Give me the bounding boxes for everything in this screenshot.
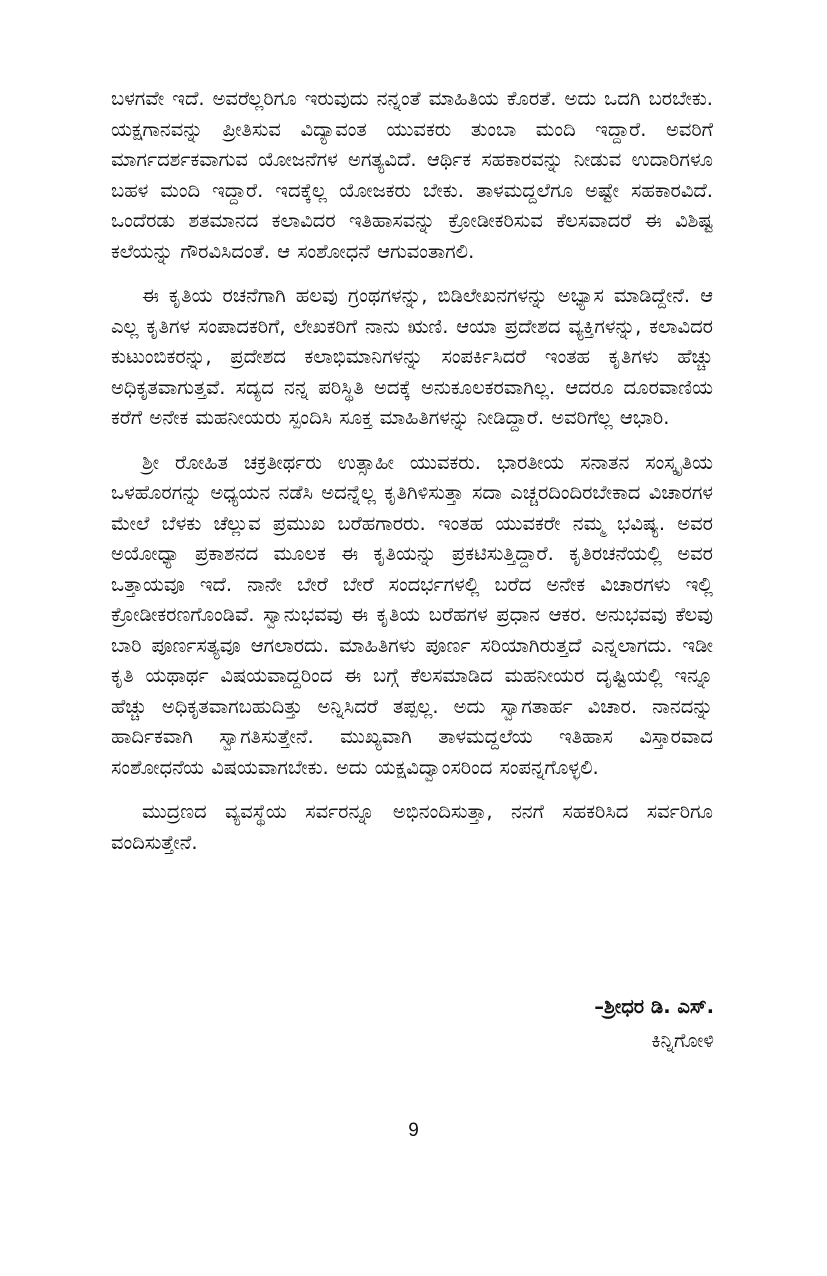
author-place: ಕಿನ್ನಿಗೋಳಿ (651, 1029, 714, 1052)
paragraph-3: ಶ್ರೀ ರೋಹಿತ ಚಕ್ರತೀರ್ಥರು ಉತ್ಸಾಹೀ ಯುವಕರು. ಭಾರತೀಯ ಸನಾತನ ಸಂಸ್ಕೃತಿಯ ಒಳಹೊರಗನ್ನು ಅಧ್ಯಯನ ನಡೆಸಿ ಅದನ್ನೆಲ್ಲ ಕೃತಿಗಿಳಿಸುತ್ತಾ ಸದಾ ಎಚ್ಚರದಿಂದಿರಬೇಕಾದ ವಿಚಾರಗಳ ಮೇಲೆ ಬೆಳಕು ಚೆಲ್ಲುವ ಪ್ರಮುಖ ಬರೆಹಗಾರರು. ಇಂತಹ ಯುವಕರೇ ನಮ್ಮ ಭವಿಷ್ಯ. ಅವರ ಅಯೋಧ್ಯಾ ಪ್ರಕಾಶನದ ಮೂಲಕ ಈ ಕೃತಿಯನ್ನು ಪ್ರಕಟಿಸುತ್ತಿದ್ದಾರೆ. ಕೃತಿರಚನೆಯಲ್ಲಿ ಅವರ ಒತ್ತಾಯವೂ ಇದೆ. ನಾನೇ ಬೇರೆ ಬೇರೆ ಸಂದರ್ಭಗಳಲ್ಲಿ ಬರೆದ ಅನೇಕ ವಿಚಾರಗಳು ಇಲ್ಲಿ ಕ್ರೋಡೀಕರಣಗೊಂಡಿವೆ. ಸ್ವಾನುಭವವು ಈ ಕೃತಿಯ ಬರೆಹಗಳ ಪ್ರಧಾನ ಆಕರ. ಅನುಭವವು ಕೆಲವು ಬಾರಿ ಪೂರ್ಣಸತ್ಯವೂ ಆಗಲಾರದು. ಮಾಹಿತಿಗಳು ಪೂರ್ಣ ಸರಿಯಾಗಿರುತ್ತದೆ ಎನ್ನಲಾಗದು. ಇಡೀ ಕೃತಿ ಯಥಾರ್ಥ ವಿಷಯವಾದ್ದರಿಂದ ಈ ಬಗ್ಗೆ ಕೆಲಸಮಾಡಿದ ಮಹನೀಯರ ದೃಷ್ಟಿಯಲ್ಲಿ ಇನ್ನೂ ಹೆಚ್ಚು ಅಧಿಕೃತವಾಗಬಹುದಿತ್ತು ಅನ್ನಿಸಿದರೆ ತಪ್ಪಲ್ಲ. ಅದು ಸ್ವಾಗತಾರ್ಹ ವಿಚಾರ. ನಾನದನ್ನು ಹಾರ್ದಿಕವಾಗಿ ಸ್ವಾಗತಿಸುತ್ತೇನೆ. ಮುಖ್ಯವಾಗಿ ತಾಳಮದ್ದಲೆಯ ಇತಿಹಾಸ ವಿಸ್ತಾರವಾದ ಸಂಶೋಧನೆಯ ವಿಷಯವಾಗಬೇಕು. ಅದು ಯಕ್ಷವಿದ್ವಾಂಸರಿಂದ ಸಂಪನ್ನಗೊಳ್ಳಲಿ. (111, 450, 713, 779)
paragraph-2: ಈ ಕೃತಿಯ ರಚನೆಗಾಗಿ ಹಲವು ಗ್ರಂಥಗಳನ್ನು, ಬಿಡಿಲೇಖನಗಳನ್ನು ಅಭ್ಯಾಸ ಮಾಡಿದ್ದೇನೆ. ಆ ಎಲ್ಲ ಕೃತಿಗಳ ಸಂಪಾದಕರಿಗೆ, ಲೇಖಕರಿಗೆ ನಾನು ಋಣಿ. ಆಯಾ ಪ್ರದೇಶದ ವ್ಯಕ್ತಿಗಳನ್ನು, ಕಲಾವಿದರ ಕುಟುಂಬಿಕರನ್ನು, ಪ್ರದೇಶದ ಕಲಾಭಿಮಾನಿಗಳನ್ನು ಸಂಪರ್ಕಿಸಿದರೆ ಇಂತಹ ಕೃತಿಗಳು ಹೆಚ್ಚು ಅಧಿಕೃತವಾಗುತ್ತವೆ. ಸದ್ಯದ ನನ್ನ ಪರಿಸ್ಥಿತಿ ಅದಕ್ಕೆ ಅನುಕೂಲಕರವಾಗಿಲ್ಲ. ಆದರೂ ದೂರವಾಣಿಯ ಕರೆಗೆ ಅನೇಕ ಮಹನೀಯರು ಸ್ಪಂದಿಸಿ ಸೂಕ್ತ ಮಾಹಿತಿಗಳನ್ನು ನೀಡಿದ್ದಾರೆ. ಅವರಿಗೆಲ್ಲ ಆಭಾರಿ. (111, 284, 713, 429)
paragraph-1: ಬಳಗವೇ ಇದೆ. ಅವರೆಲ್ಲರಿಗೂ ಇರುವುದು ನನ್ನಂತೆ ಮಾಹಿತಿಯ ಕೊರತೆ. ಅದು ಒದಗಿ ಬರಬೇಕು. ಯಕ್ಷಗಾನವನ್ನು ಪ್ರೀತಿಸುವ ವಿದ್ಯಾವಂತ ಯುವಕರು ತುಂಬಾ ಮಂದಿ ಇದ್ದಾರೆ. ಅವರಿಗೆ ಮಾರ್ಗದರ್ಶಕವಾಗುವ ಯೋಜನೆಗಳ ಅಗತ್ಯವಿದೆ. ಆರ್ಥಿಕ ಸಹಕಾರವನ್ನು ನೀಡುವ ಉದಾರಿಗಳೂ ಬಹಳ ಮಂದಿ ಇದ್ದಾರೆ. ಇದಕ್ಕೆಲ್ಲ ಯೋಜಕರು ಬೇಕು. ತಾಳಮದ್ದಲೆಗೂ ಅಷ್ಟೇ ಸಹಕಾರವಿದೆ. ಒಂದೆರಡು ಶತಮಾನದ ಕಲಾವಿದರ ಇತಿಹಾಸವನ್ನು ಕ್ರೋಡೀಕರಿಸುವ ಕೆಲಸವಾದರೆ ಈ ವಿಶಿಷ್ಟ ಕಲೆಯನ್ನು ಗೌರವಿಸಿದಂತೆ. ಆ ಸಂಶೋಧನೆ ಆಗುವಂತಾಗಲಿ. (111, 87, 713, 263)
signature-block (594, 990, 714, 1058)
paragraph-4: ಮುದ್ರಣದ ವ್ಯವಸ್ಥೆಯ ಸರ್ವರನ್ನೂ ಅಭಿನಂದಿಸುತ್ತಾ, ನನಗೆ ಸಹಕರಿಸಿದ ಸರ್ವರಿಗೂ ವಂದಿಸುತ್ತೇನೆ. (111, 800, 713, 854)
author-name: –ಶ್ರೀಧರ ಡಿ. ಎಸ್. (594, 995, 714, 1018)
page-number: 9 (408, 1120, 419, 1141)
body-text (111, 84, 713, 872)
